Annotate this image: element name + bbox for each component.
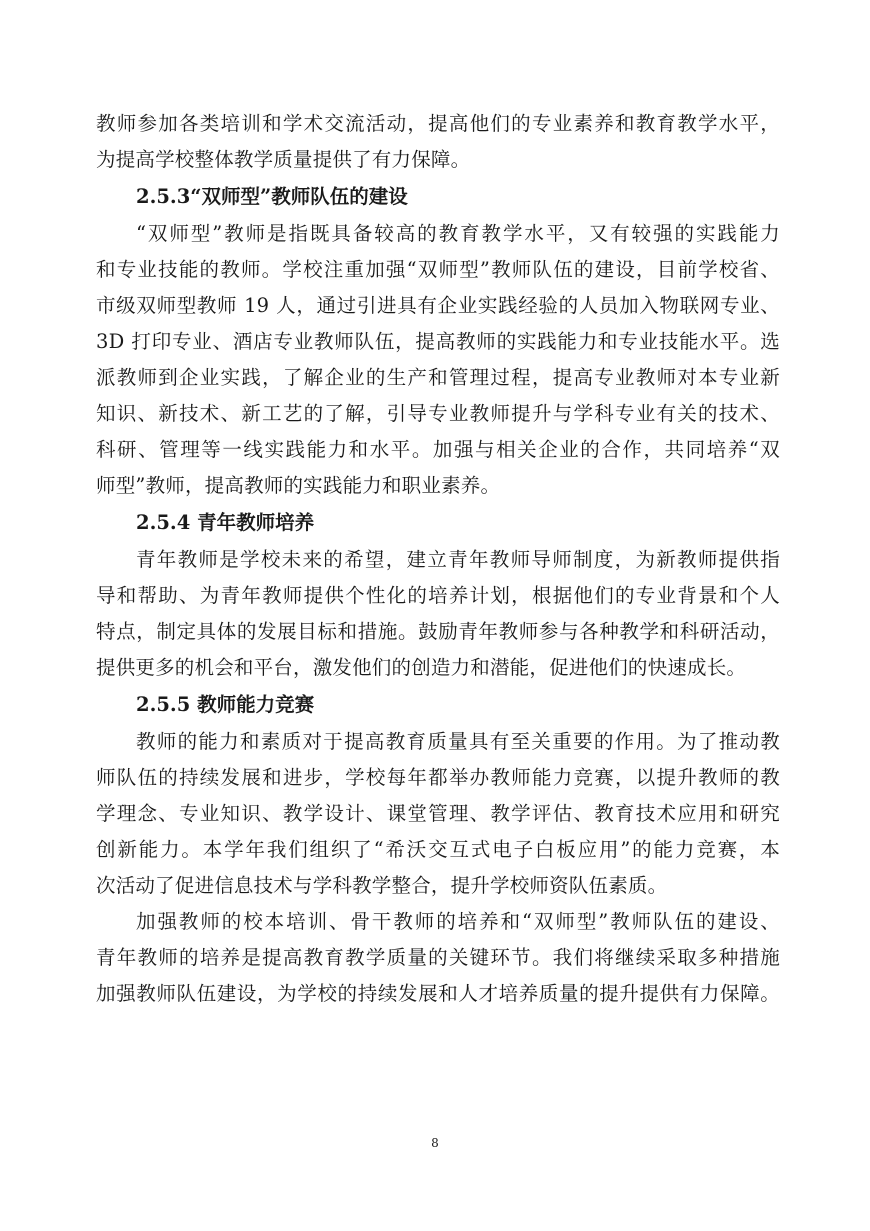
paragraph-line: “双师型”教师是指既具备较高的教育教学水平，又有较强的实践能力 bbox=[136, 222, 780, 245]
paragraph-line: 师型”教师，提高教师的实践能力和职业素养。 bbox=[96, 474, 501, 497]
paragraph-line: 知识、新技术、新工艺的了解，引导专业教师提升与学科专业有关的技术、 bbox=[96, 402, 780, 425]
paragraph-line: 市级双师型教师 19 人，通过引进具有企业实践经验的人员加入物联网专业、 bbox=[96, 294, 780, 317]
paragraph-line: 加强教师的校本培训、骨干教师的培养和“双师型”教师队伍的建设、 bbox=[136, 910, 780, 933]
paragraph-line: 为提高学校整体教学质量提供了有力保障。 bbox=[96, 148, 471, 171]
paragraph-line: 创新能力。本学年我们组织了“希沃交互式电子白板应用”的能力竞赛，本 bbox=[96, 838, 780, 861]
paragraph-line: 青年教师是学校未来的希望，建立青年教师导师制度，为新教师提供指 bbox=[136, 548, 780, 571]
paragraph-line: 3D 打印专业、酒店专业教师队伍，提高教师的实践能力和专业技能水平。选 bbox=[96, 330, 780, 353]
paragraph-line: 教师的能力和素质对于提高教育质量具有至关重要的作用。为了推动教 bbox=[136, 730, 780, 753]
paragraph-line: 学理念、专业知识、教学设计、课堂管理、教学评估、教育技术应用和研究 bbox=[96, 802, 780, 825]
section-heading: 2.5.5 教师能力竞赛 bbox=[136, 693, 315, 716]
paragraph-line: 教师参加各类培训和学术交流活动，提高他们的专业素养和教育教学水平， bbox=[96, 112, 780, 135]
paragraph-line: 青年教师的培养是提高教育教学质量的关键环节。我们将继续采取多种措施 bbox=[96, 946, 780, 969]
paragraph-line: 师队伍的持续发展和进步，学校每年都举办教师能力竞赛，以提升教师的教 bbox=[96, 766, 780, 789]
paragraph-line: 特点，制定具体的发展目标和措施。鼓励青年教师参与各种教学和科研活动， bbox=[96, 620, 780, 643]
paragraph-line: 加强教师队伍建设，为学校的持续发展和人才培养质量的提升提供有力保障。 bbox=[96, 982, 780, 1005]
section-young-teachers bbox=[96, 504, 780, 686]
closing-paragraph bbox=[96, 904, 780, 1012]
continuation-paragraph bbox=[96, 106, 780, 178]
document-body bbox=[96, 106, 780, 1012]
paragraph-line: 派教师到企业实践，了解企业的生产和管理过程，提高专业教师对本专业新 bbox=[96, 366, 780, 389]
section-heading: 2.5.4 青年教师培养 bbox=[136, 511, 315, 534]
section-teacher-competition bbox=[96, 686, 780, 904]
paragraph-line: 科研、管理等一线实践能力和水平。加强与相关企业的合作，共同培养“双 bbox=[96, 438, 780, 461]
paragraph-line: 导和帮助、为青年教师提供个性化的培养计划，根据他们的专业背景和个人 bbox=[96, 584, 780, 607]
paragraph-line: 和专业技能的教师。学校注重加强“双师型”教师队伍的建设，目前学校省、 bbox=[96, 258, 780, 281]
paragraph-line: 提供更多的机会和平台，激发他们的创造力和潜能，促进他们的快速成长。 bbox=[96, 656, 747, 679]
paragraph-line: 次活动了促进信息技术与学科教学整合，提升学校师资队伍素质。 bbox=[96, 874, 668, 897]
page-number: 8 bbox=[431, 1136, 439, 1150]
section-dual-teacher bbox=[96, 178, 780, 504]
section-heading: 2.5.3“双师型”教师队伍的建设 bbox=[136, 185, 408, 208]
